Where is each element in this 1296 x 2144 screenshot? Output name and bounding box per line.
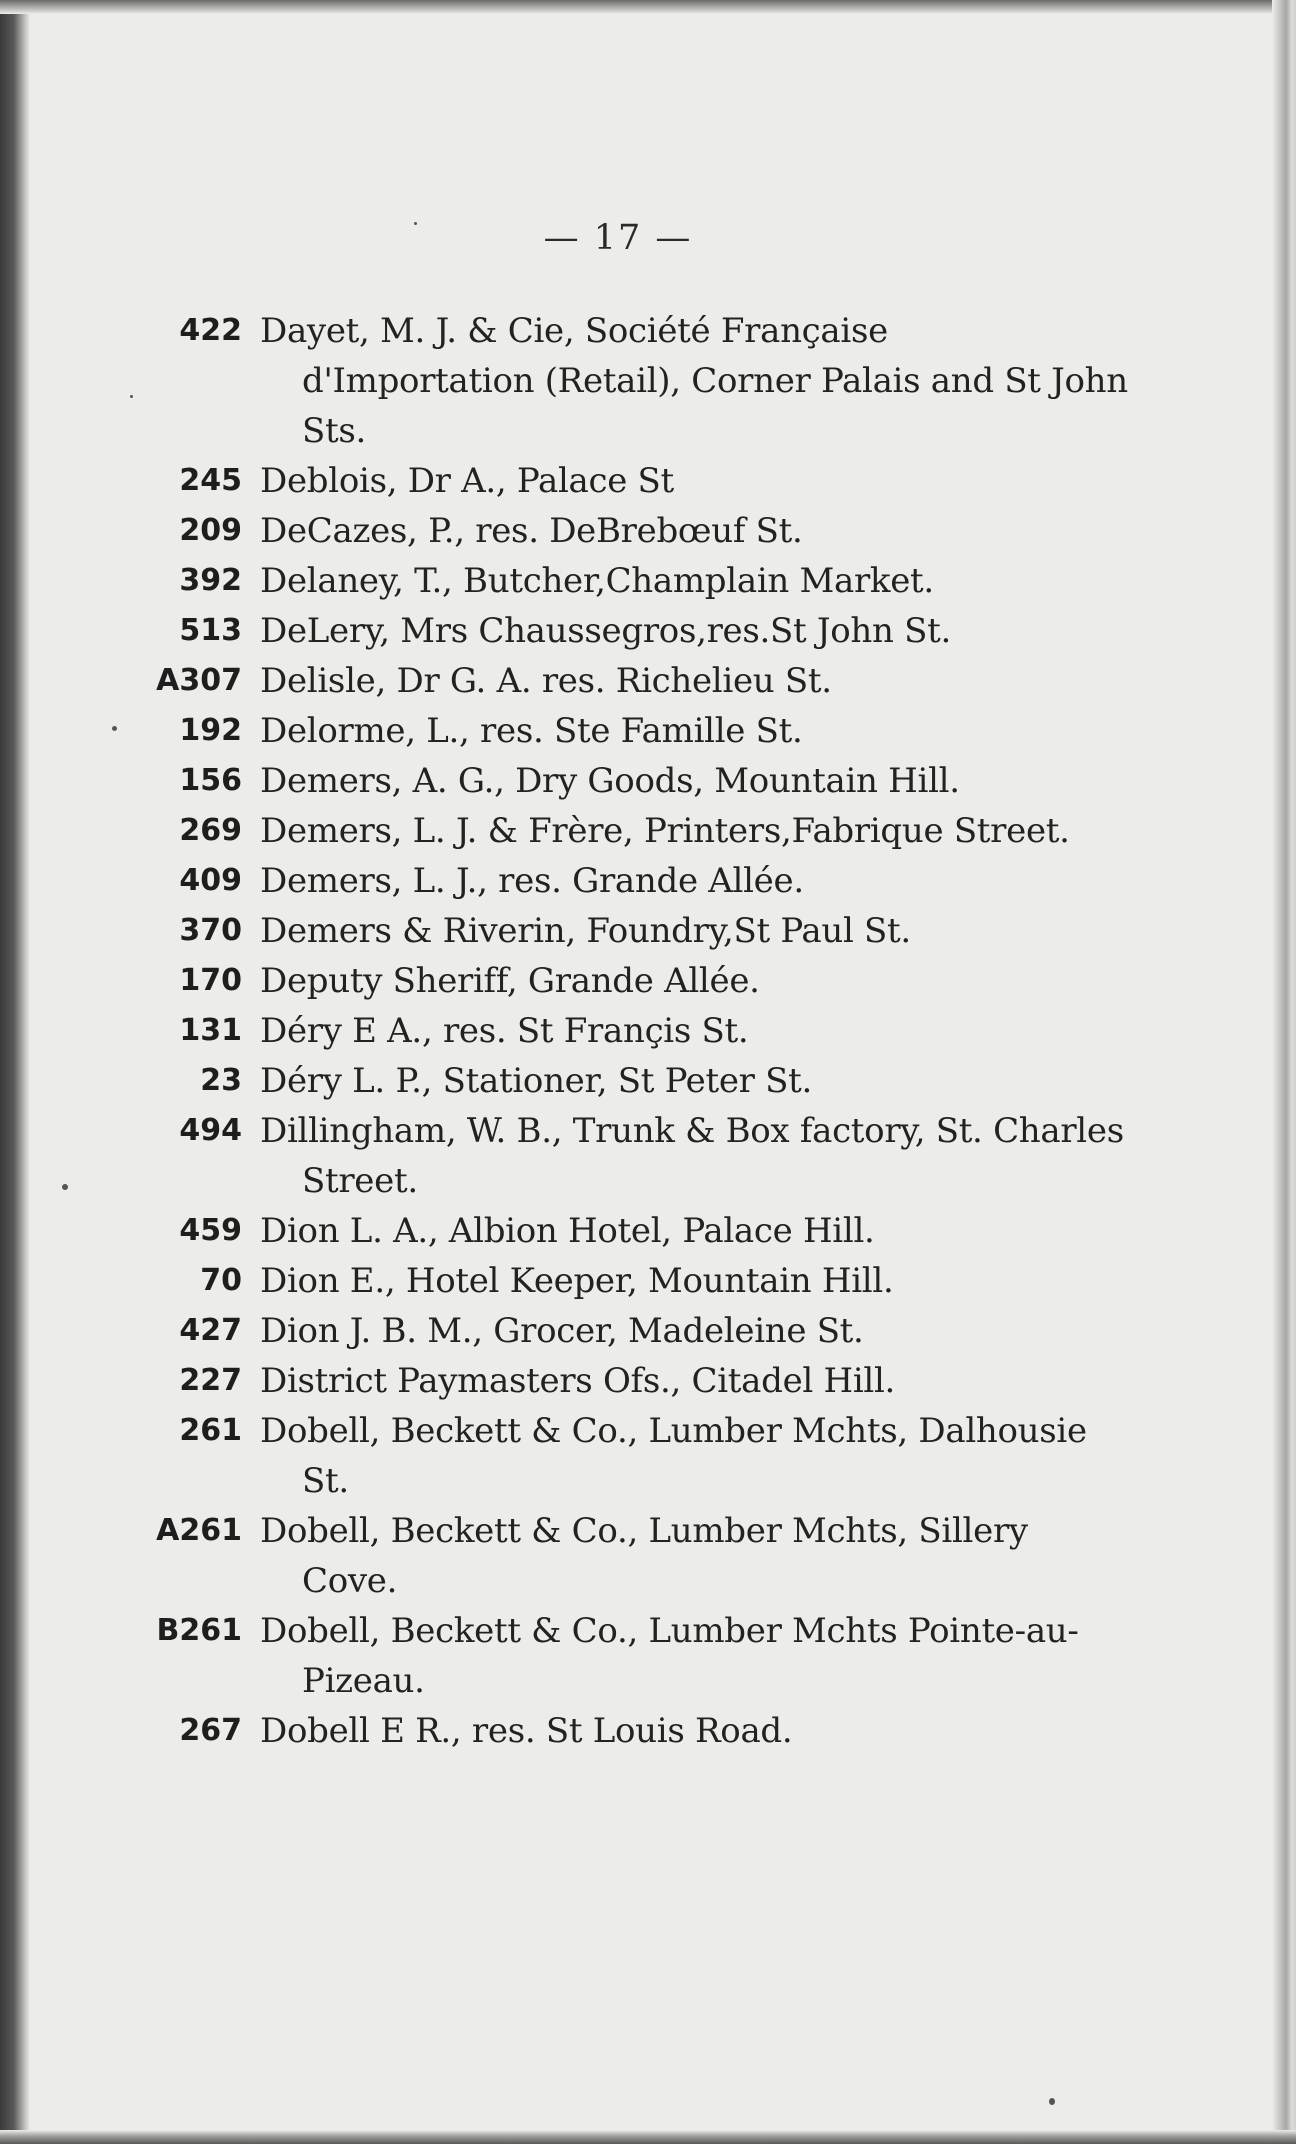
entry-text: Dobell, Beckett & Co., Lumber Mchts Pointe-au-Pizeau. (260, 1611, 1079, 1701)
entry-number: 267 (179, 1713, 242, 1748)
bottom-edge (0, 2130, 1296, 2144)
directory-entries (118, 306, 1128, 1756)
directory-entry (118, 1256, 1128, 1306)
directory-entry (118, 1106, 1128, 1206)
directory-entry (118, 906, 1128, 956)
entry-number: A261 (156, 1513, 242, 1548)
entry-text: DeLery, Mrs Chaussegros,res.St John St. (260, 611, 951, 651)
entry-text: Delisle, Dr G. A. res. Richelieu St. (260, 661, 832, 701)
directory-entry (118, 1506, 1128, 1606)
entry-number: 409 (179, 863, 242, 898)
directory-entry (118, 1706, 1128, 1756)
entry-number: 427 (179, 1313, 242, 1348)
entry-text: Delaney, T., Butcher,Champlain Market. (260, 561, 934, 601)
print-speck (62, 1184, 68, 1190)
entry-text: Demers, L. J. & Frère, Printers,Fabrique Street. (260, 811, 1070, 851)
directory-entry (118, 706, 1128, 756)
directory-entry (118, 556, 1128, 606)
entry-number: 494 (179, 1113, 242, 1148)
entry-text: District Paymasters Ofs., Citadel Hill. (260, 1361, 896, 1401)
entry-text: Dion L. A., Albion Hotel, Palace Hill. (260, 1211, 875, 1251)
entry-number: 156 (179, 763, 242, 798)
entry-text: Déry E A., res. St Françis St. (260, 1011, 749, 1051)
directory-entry (118, 1306, 1128, 1356)
directory-entry (118, 1406, 1128, 1506)
entry-text: Dion J. B. M., Grocer, Madeleine St. (260, 1311, 864, 1351)
entry-number: 131 (179, 1013, 242, 1048)
top-edge (0, 0, 1296, 14)
directory-entry (118, 506, 1128, 556)
entry-text: Dion E., Hotel Keeper, Mountain Hill. (260, 1261, 894, 1301)
directory-entry (118, 956, 1128, 1006)
entry-number: 513 (179, 613, 242, 648)
directory-entry (118, 306, 1128, 456)
right-edge (1272, 0, 1296, 2144)
directory-entry (118, 806, 1128, 856)
entry-number: 459 (179, 1213, 242, 1248)
entry-number: 209 (179, 513, 242, 548)
entry-number: 261 (179, 1413, 242, 1448)
entry-number: 370 (179, 913, 242, 948)
directory-entry (118, 1206, 1128, 1256)
directory-entry (118, 1606, 1128, 1706)
directory-entry (118, 1006, 1128, 1056)
directory-entry (118, 1056, 1128, 1106)
binding-edge (0, 0, 30, 2144)
entry-number: 170 (179, 963, 242, 998)
entry-number: A307 (156, 663, 242, 698)
print-speck (1049, 2098, 1055, 2105)
directory-entry (118, 606, 1128, 656)
entry-number: 23 (200, 1063, 242, 1098)
entry-text: Dillingham, W. B., Trunk & Box factory, St. Charles Street. (260, 1111, 1124, 1201)
entry-number: B261 (156, 1613, 242, 1648)
print-speck (112, 726, 117, 731)
entry-number: 422 (179, 313, 242, 348)
directory-entry (118, 656, 1128, 706)
entry-text: Dobell, Beckett & Co., Lumber Mchts, Sillery Cove. (260, 1511, 1028, 1601)
entry-text: Dobell, Beckett & Co., Lumber Mchts, Dalhousie St. (260, 1411, 1087, 1501)
directory-entry (118, 856, 1128, 906)
directory-entry (118, 1356, 1128, 1406)
entry-text: Demers, A. G., Dry Goods, Mountain Hill. (260, 761, 960, 801)
entry-number: 245 (179, 463, 242, 498)
entry-number: 70 (200, 1263, 242, 1298)
entry-number: 269 (179, 813, 242, 848)
page-number: — 17 — (543, 218, 693, 258)
entry-text: Dobell E R., res. St Louis Road. (260, 1711, 793, 1751)
directory-entry (118, 456, 1128, 506)
entry-number: 227 (179, 1363, 242, 1398)
entry-text: Déry L. P., Stationer, St Peter St. (260, 1061, 812, 1101)
entry-text: Deblois, Dr A., Palace St (260, 461, 674, 501)
entry-text: Dayet, M. J. & Cie, Société Française d'Importation (Retail), Corner Palais and St John Sts. (260, 311, 1128, 451)
entry-text: Demers, L. J., res. Grande Allée. (260, 861, 804, 901)
entry-text: Demers & Riverin, Foundry,St Paul St. (260, 911, 911, 951)
entry-text: DeCazes, P., res. DeBrebœuf St. (260, 511, 803, 551)
entry-number: 192 (179, 713, 242, 748)
directory-entry (118, 756, 1128, 806)
entry-text: Delorme, L., res. Ste Famille St. (260, 711, 803, 751)
entry-number: 392 (179, 563, 242, 598)
entry-text: Deputy Sheriff, Grande Allée. (260, 961, 760, 1001)
